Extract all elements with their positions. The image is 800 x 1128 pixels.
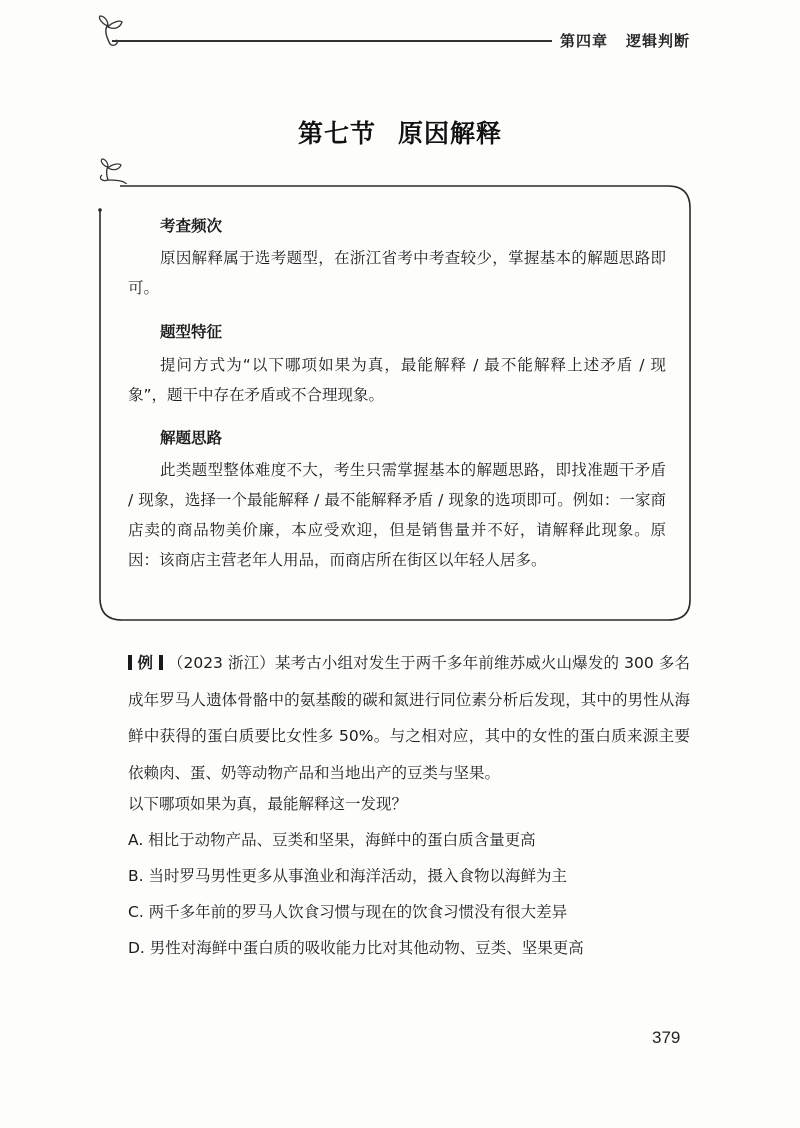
approach-text: 此类题型整体难度不大，考生只需掌握基本的解题思路，即找准题干矛盾 / 现象，选择一个最能解释 / 最不能解释矛盾 / 现象的选项即可。例如：一家商店卖的商品物美价廉，本应受欢迎，但是销售量并不好，请解释此现象。原因：该商店主营老年人用品，而商店所在街区以年轻人居多。 (128, 461, 666, 569)
example-label: 例 (128, 654, 163, 672)
features-text: 提问方式为“以下哪项如果为真，最能解释 / 最不能解释上述矛盾 / 现象”，题干中存在矛盾或不合理现象。 (128, 356, 666, 404)
example-stem (128, 645, 690, 791)
option-d: D. 男性对海鲜中蛋白质的吸收能力比对其他动物、豆类、坚果更高 (128, 939, 584, 957)
section-number: 第七节 (297, 119, 376, 148)
example-text: 某考古小组对发生于两千多年前维苏威火山爆发的 300 多名成年罗马人遗体骨骼中的氨基酸的碳和氮进行同位素分析后发现，其中的男性从海鲜中获得的蛋白质要比女性多 50%。与之相对应，其中的女性的蛋白质来源主要依赖肉、蛋、奶等动物产品和当地出产的豆类与坚果。 (128, 654, 690, 782)
option-b: B. 当时罗马男性更多从事渔业和海洋活动，摄入食物以海鲜为主 (128, 867, 567, 885)
option-a: A. 相比于动物产品、豆类和坚果，海鲜中的蛋白质含量更高 (128, 831, 536, 849)
chapter-number: 第四章 (560, 32, 609, 50)
sprout-ornament-icon (92, 158, 128, 184)
example-source: （2023 浙江） (167, 654, 275, 672)
chapter-title: 逻辑判断 (626, 32, 691, 50)
approach-heading: 解题思路 (160, 429, 223, 447)
page-number: 379 (652, 1028, 681, 1047)
features-heading: 题型特征 (160, 323, 223, 341)
example-paragraph (128, 645, 690, 791)
frequency-heading: 考查频次 (160, 217, 223, 235)
frequency-text: 原因解释属于选考题型，在浙江省考中考查较少，掌握基本的解题思路即可。 (128, 249, 666, 297)
option-c: C. 两千多年前的罗马人饮食习惯与现在的饮食习惯没有很大差异 (128, 903, 568, 921)
section-name: 原因解释 (398, 119, 503, 148)
question-prompt: 以下哪项如果为真，最能解释这一发现？ (128, 795, 408, 813)
